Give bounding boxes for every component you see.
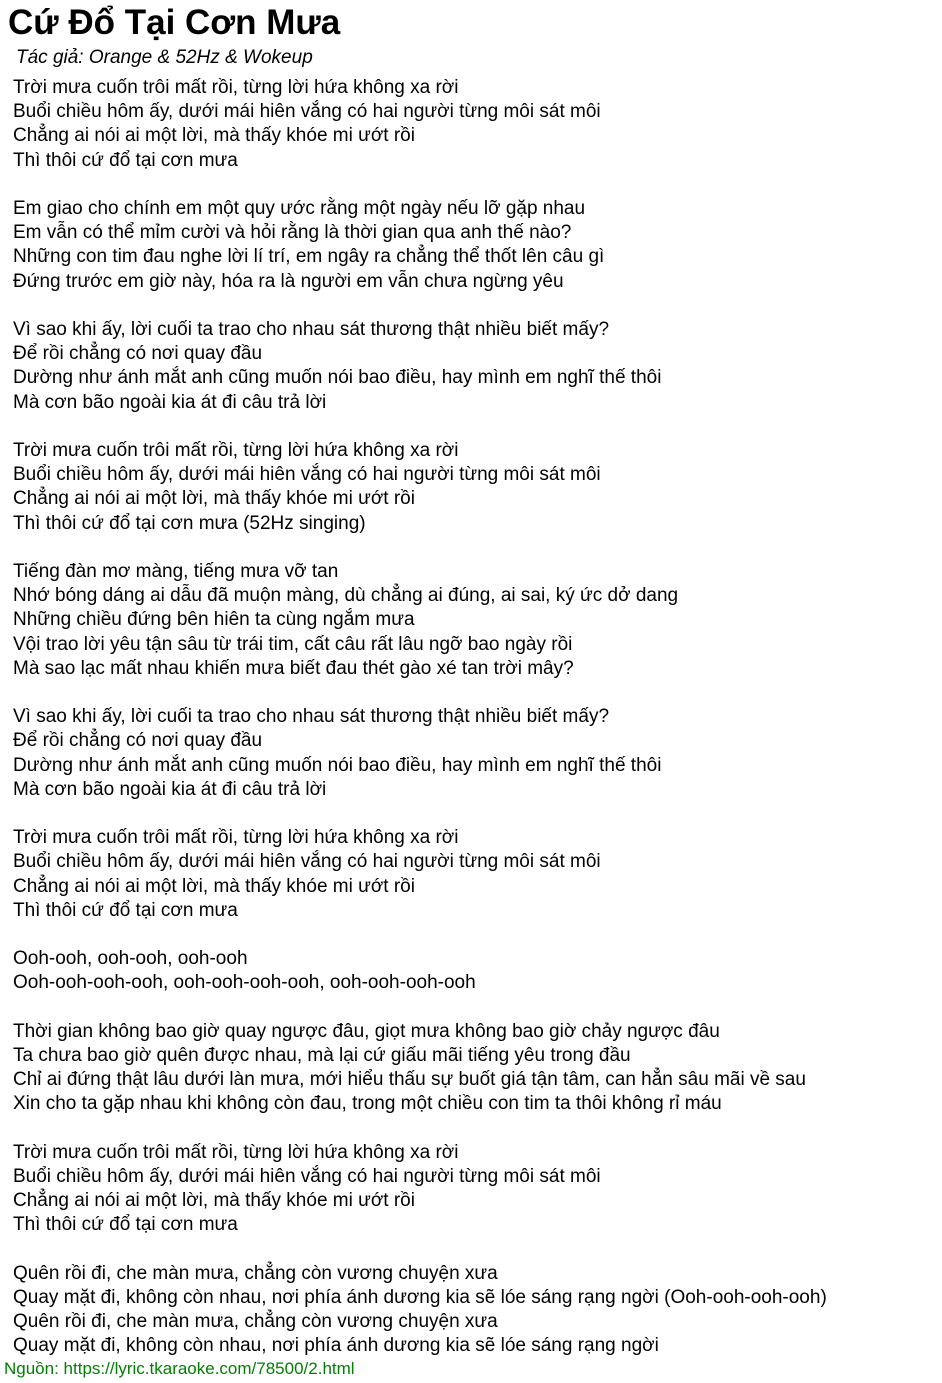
- lyric-stanza: [13, 1020, 938, 1117]
- lyric-line: Quên rồi đi, che màn mưa, chẳng còn vương chuyện xưa: [13, 1311, 498, 1333]
- lyric-stanza: [13, 439, 938, 536]
- lyric-stanza: [13, 1141, 938, 1238]
- lyric-line: Trời mưa cuốn trôi mất rồi, từng lời hứa không xa rời: [13, 1141, 459, 1163]
- lyric-line: Tiếng đàn mơ màng, tiếng mưa vỡ tan: [13, 561, 339, 582]
- lyric-line: Để rồi chẳng có nơi quay đầu: [13, 343, 263, 365]
- lyric-line: Ooh-ooh-ooh-ooh, ooh-ooh-ooh-ooh, ooh-ooh-ooh-ooh: [13, 972, 476, 994]
- lyrics-body: [13, 76, 938, 1383]
- lyric-line: Trời mưa cuốn trôi mất rồi, từng lời hứa không xa rời: [13, 77, 459, 98]
- lyric-line: Vội trao lời yêu tận sâu từ trái tim, cất câu rất lâu ngỡ bao ngày rồi: [13, 633, 573, 655]
- lyric-line: Buổi chiều hôm ấy, dưới mái hiên vắng có hai người từng môi sát môi: [13, 851, 601, 873]
- source-label: Nguồn:: [4, 1359, 64, 1378]
- lyric-line: Dường như ánh mắt anh cũng muốn nói bao điều, hay mình em nghĩ thế thôi: [13, 754, 662, 776]
- lyric-line: Quay mặt đi, không còn nhau, nơi phía ánh dương kia sẽ lóe sáng rạng ngời (Ooh-ooh-ooh-ooh): [13, 1287, 827, 1308]
- lyric-line: Quay mặt đi, không còn nhau, nơi phía ánh dương kia sẽ lóe sáng rạng ngời: [13, 1335, 659, 1357]
- lyric-line: Thì thôi cứ đổ tại cơn mưa: [13, 1214, 238, 1236]
- lyric-line: Thì thôi cứ đổ tại cơn mưa: [13, 899, 238, 921]
- lyric-stanza: [13, 560, 938, 681]
- source-line: [4, 1359, 355, 1379]
- lyric-stanza: [13, 947, 938, 995]
- lyric-line: Thời gian không bao giờ quay ngược đâu, giọt mưa không bao giờ chảy ngược đâu: [13, 1020, 720, 1042]
- lyric-line: Quên rồi đi, che màn mưa, chẳng còn vương chuyện xưa: [13, 1262, 498, 1284]
- lyric-line: Em giao cho chính em một quy ước rằng một ngày nếu lỡ gặp nhau: [13, 198, 586, 219]
- song-title: Cứ Đổ Tại Cơn Mưa: [8, 3, 341, 42]
- lyric-line: Buổi chiều hôm ấy, dưới mái hiên vắng có hai người từng môi sát môi: [13, 101, 601, 123]
- lyric-line: Mà cơn bão ngoài kia át đi câu trả lời: [13, 778, 327, 800]
- lyric-line: Vì sao khi ấy, lời cuối ta trao cho nhau sát thương thật nhiều biết mấy?: [13, 319, 610, 340]
- lyric-line: Chẳng ai nói ai một lời, mà thấy khóe mi ướt rồi: [13, 125, 415, 147]
- lyric-stanza: [13, 197, 938, 294]
- lyric-line: Chỉ ai đứng thật lâu dưới làn mưa, mới hiểu thấu sự buốt giá tận tâm, can hẳn sâu mãi về sau: [13, 1069, 806, 1091]
- lyric-line: Ooh-ooh, ooh-ooh, ooh-ooh: [13, 948, 248, 970]
- lyric-stanza: [13, 826, 938, 923]
- lyric-line: Mà sao lạc mất nhau khiến mưa biết đau thét gào xé tan trời mây?: [13, 657, 574, 679]
- lyric-line: Để rồi chẳng có nơi quay đầu: [13, 730, 263, 752]
- lyric-line: Buổi chiều hôm ấy, dưới mái hiên vắng có hai người từng môi sát môi: [13, 1166, 601, 1187]
- lyric-line: Xin cho ta gặp nhau khi không còn đau, trong một chiều con tim ta thôi không rỉ máu: [13, 1093, 722, 1115]
- lyric-line: Những con tim đau nghe lời lí trí, em ngây ra chẳng thể thốt lên câu gì: [13, 246, 605, 268]
- lyric-line: Trời mưa cuốn trôi mất rồi, từng lời hứa không xa rời: [13, 440, 459, 461]
- lyric-line: Chẳng ai nói ai một lời, mà thấy khóe mi ướt rồi: [13, 1190, 415, 1212]
- lyric-line: Thì thôi cứ đổ tại cơn mưa (52Hz singing): [13, 512, 366, 534]
- source-link[interactable]: https://lyric.tkaraoke.com/78500/2.html: [63, 1359, 355, 1378]
- author-line: Tác giả: Orange & 52Hz & Wokeup: [16, 47, 313, 68]
- lyric-line: Những chiều đứng bên hiên ta cùng ngắm mưa: [13, 609, 415, 631]
- lyric-line: Chẳng ai nói ai một lời, mà thấy khóe mi ướt rồi: [13, 875, 415, 897]
- lyric-stanza: [13, 318, 938, 415]
- lyric-line: Trời mưa cuốn trôi mất rồi, từng lời hứa không xa rời: [13, 827, 459, 849]
- lyric-stanza: [13, 1262, 938, 1359]
- lyric-line: Mà cơn bão ngoài kia át đi câu trả lời: [13, 391, 327, 413]
- lyric-line: Thì thôi cứ đổ tại cơn mưa: [13, 149, 238, 171]
- lyric-line: Nhớ bóng dáng ai dẫu đã muộn màng, dù chẳng ai đúng, ai sai, ký ức dở dang: [13, 585, 679, 607]
- lyric-line: Đứng trước em giờ này, hóa ra là người em vẫn chưa ngừng yêu: [13, 270, 564, 292]
- lyric-line: Dường như ánh mắt anh cũng muốn nói bao điều, hay mình em nghĩ thế thôi: [13, 367, 662, 389]
- lyric-line: Buổi chiều hôm ấy, dưới mái hiên vắng có hai người từng môi sát môi: [13, 464, 601, 486]
- lyric-line: Chẳng ai nói ai một lời, mà thấy khóe mi ướt rồi: [13, 488, 415, 510]
- lyric-line: Ta chưa bao giờ quên được nhau, mà lại cứ giấu mãi tiếng yêu trong đầu: [13, 1045, 631, 1066]
- lyric-stanza: [13, 705, 938, 802]
- lyric-stanza: [13, 76, 938, 173]
- lyric-line: Vì sao khi ấy, lời cuối ta trao cho nhau sát thương thật nhiều biết mấy?: [13, 706, 610, 728]
- lyric-line: Em vẫn có thể mỉm cười và hỏi rằng là thời gian qua anh thế nào?: [13, 222, 572, 244]
